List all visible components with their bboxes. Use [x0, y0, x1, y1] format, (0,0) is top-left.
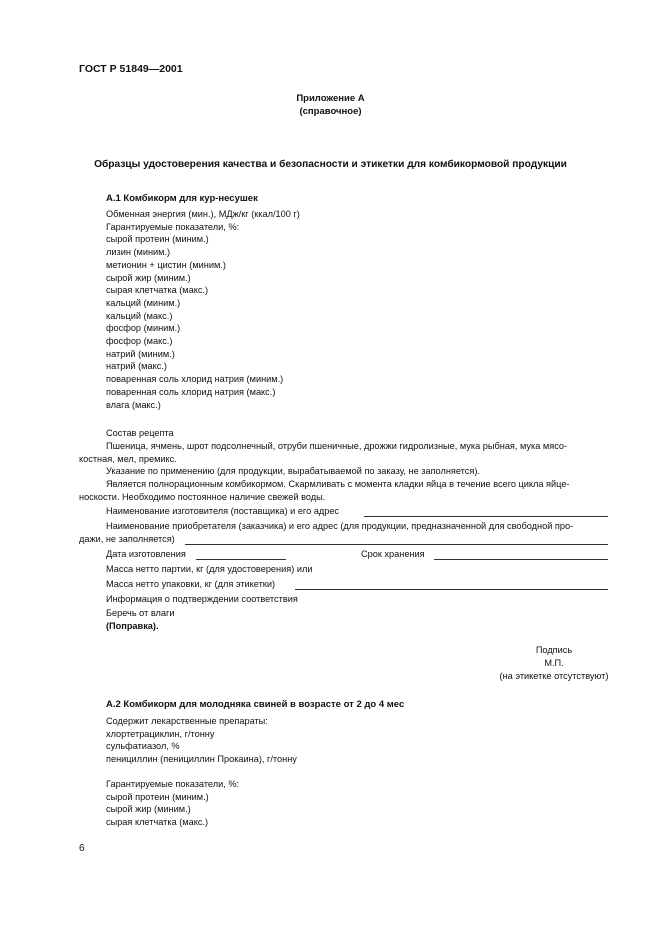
list-item: сырой жир (миним.) [106, 804, 191, 815]
list-item: сырая клетчатка (макс.) [106, 285, 209, 296]
buyer-label: дажи, не заполняется) [79, 534, 175, 544]
composition-line: костная, мел, премикс. [79, 454, 177, 464]
net-package-fill-line [295, 589, 608, 590]
list-item: кальций (макс.) [106, 310, 173, 321]
section-a2-drugs-list [106, 715, 297, 766]
feeding-line: носкости. Необходимо постоянное наличие свежей воды. [79, 492, 326, 502]
list-item: влага (макс.) [106, 399, 161, 410]
shelf-life-label: Срок хранения [361, 549, 425, 559]
section-a1-indicator-list [106, 208, 300, 411]
list-item: натрий (миним.) [106, 348, 175, 359]
drugs-label: Содержит лекарственные препараты: [106, 716, 268, 726]
list-item: поваренная соль хлорид натрия (макс.) [106, 386, 276, 397]
net-batch-label: Масса нетто партии, кг (для удостоверения) или [106, 564, 313, 574]
usage-note: Указание по применению (для продукции, вырабатываемой по заказу, не заполняется). [106, 466, 480, 476]
signature-label: Подпись [535, 645, 573, 655]
list-item: фосфор (макс.) [106, 336, 173, 347]
manufacture-date-label: Дата изготовления [106, 549, 186, 559]
list-item: сырая клетчатка (макс.) [106, 817, 209, 828]
list-item: фосфор (миним.) [106, 323, 181, 334]
list-item: сульфатиазол, % [106, 741, 180, 752]
appendix-note: (справочное) [299, 106, 362, 117]
guaranteed-label: Гарантируемые показатели, %: [106, 779, 240, 789]
list-item: натрий (макс.) [106, 361, 167, 372]
stamp-label: М.П. [544, 658, 564, 668]
section-a2-guaranteed-list [106, 778, 239, 829]
amendment-note: (Поправка). [106, 621, 159, 631]
list-item: Обменная энергия (мин.), МДж/кг (ккал/100 г) [106, 209, 300, 219]
keep-dry-label: Беречь от влаги [106, 608, 175, 618]
appendix-title: Приложение А [296, 93, 365, 104]
buyer-label: Наименование приобретателя (заказчика) и его адрес (для продукции, предназначенной для свободной про- [106, 521, 574, 531]
stamp-note: (на этикетке отсутствуют) [499, 671, 609, 681]
list-item: сырой протеин (миним.) [106, 791, 209, 802]
list-item: поваренная соль хлорид натрия (миним.) [106, 374, 284, 385]
shelf-life-fill-line [434, 559, 608, 560]
buyer-fill-line [185, 544, 608, 545]
composition-label: Состав рецепта [106, 428, 174, 438]
conformity-label: Информация о подтверждении соответствия [106, 594, 298, 604]
list-item: хлортетрациклин, г/тонну [106, 728, 215, 739]
section-a1-heading: А.1 Комбикорм для кур-несушек [106, 193, 258, 204]
page-number: 6 [79, 843, 85, 854]
list-item: пенициллин (пенициллин Прокаина), г/тонну [106, 754, 297, 765]
net-package-label: Масса нетто упаковки, кг (для этикетки) [106, 579, 276, 589]
manufacturer-fill-line [364, 516, 608, 517]
section-a2-heading: А.2 Комбикорм для молодняка свиней в возрасте от 2 до 4 мес [106, 699, 405, 710]
list-item: сырой протеин (миним.) [106, 234, 209, 245]
main-title: Образцы удостоверения качества и безопасности и этикетки для комбикормовой продукции [94, 159, 567, 170]
composition-line: Пшеница, ячмень, шрот подсолнечный, отруби пшеничные, дрожжи гидролизные, мука рыбная, мука мясо- [106, 441, 568, 451]
feeding-line: Является полнорационным комбикормом. Скармливать с момента кладки яйца в течение всего цикла яйце- [106, 479, 570, 489]
list-item: Гарантируемые показатели, %: [106, 221, 240, 232]
list-item: лизин (миним.) [106, 247, 171, 258]
list-item: сырой жир (миним.) [106, 272, 191, 283]
standard-number: ГОСТ Р 51849—2001 [79, 63, 183, 75]
manufacturer-label: Наименование изготовителя (поставщика) и его адрес [106, 506, 340, 516]
list-item: метионин + цистин (миним.) [106, 259, 226, 270]
manufacture-date-fill-line [196, 559, 286, 560]
list-item: кальций (миним.) [106, 297, 181, 308]
